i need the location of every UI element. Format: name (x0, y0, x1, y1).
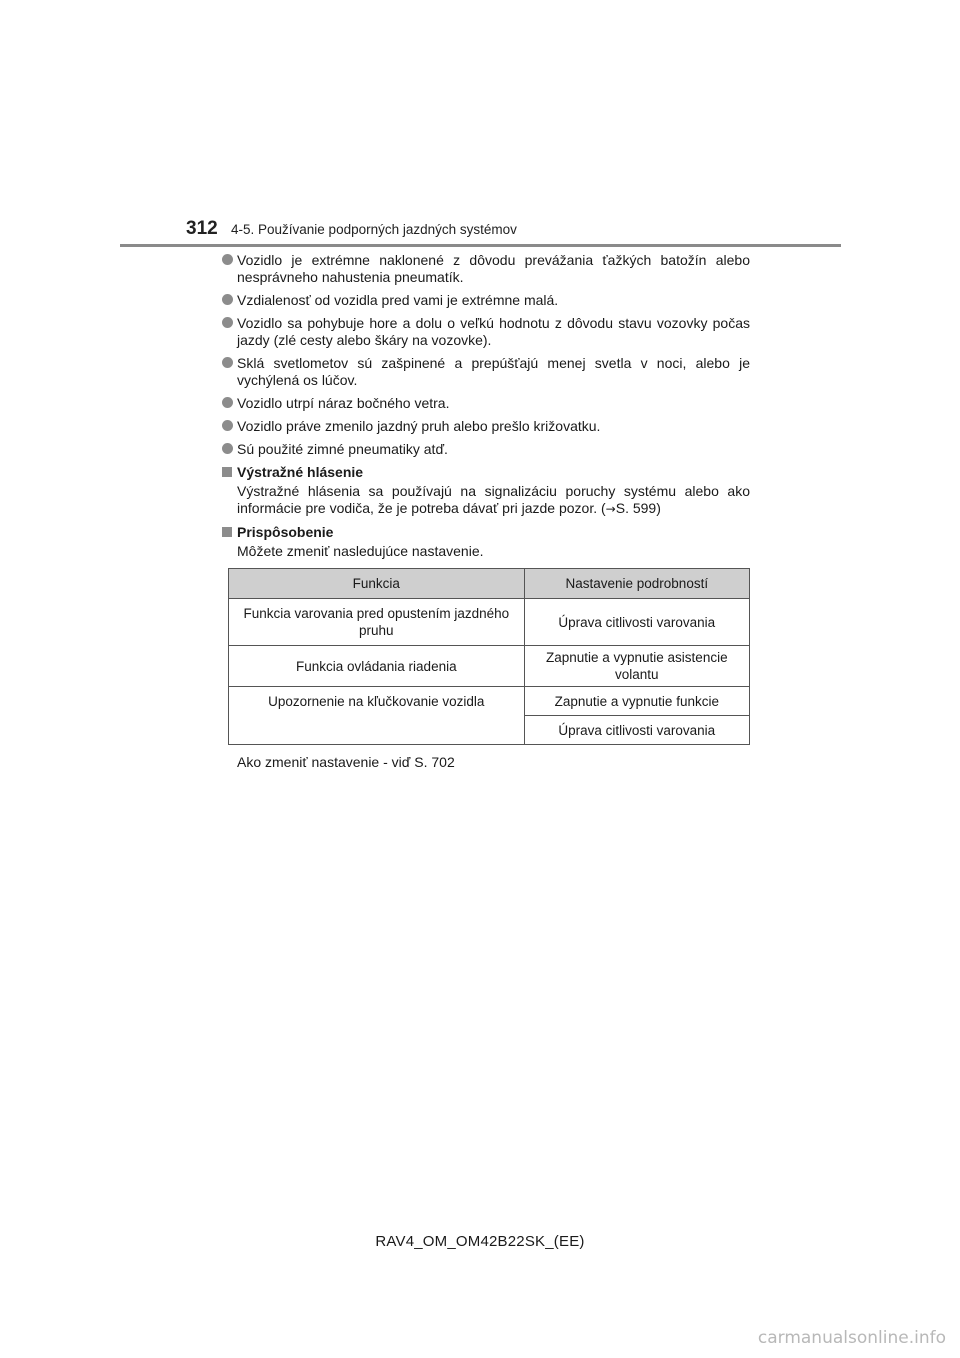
list-item: Vozidlo práve zmenilo jazdný pruh alebo prešlo križovatku. (222, 418, 750, 435)
customization-heading: Prispôsobenie (222, 524, 750, 541)
list-item: Sú použité zimné pneumatiky atď. (222, 441, 750, 458)
bullet-icon (222, 420, 233, 431)
setting-cell: Úprava citlivosti varovania (524, 716, 749, 745)
list-item: Vozidlo sa pohybuje hore a dolu o veľkú hodnotu z dôvodu stavu vozovky počas jazdy (zlé cesty alebo škáry na vozovke). (222, 315, 750, 349)
section-title: 4-5. Používanie podporných jazdných systémov (231, 222, 517, 237)
warning-text: Výstražné hlásenia sa používajú na signalizáciu poruchy systému alebo ako informácie pre vodiča, že je potreba dávať pri jazde pozor. (→S. 599) (237, 483, 750, 516)
column-header-settings: Nastavenie podrobností (524, 569, 749, 599)
arrow-icon: → (605, 502, 616, 516)
function-cell: Funkcia ovládania riadenia (229, 646, 525, 687)
watermark: carmanualsonline.info (757, 1328, 946, 1348)
bullet-icon (222, 443, 233, 454)
bullet-icon (222, 397, 233, 408)
document-code: RAV4_OM_OM42B22SK_(EE) (375, 1233, 585, 1250)
table-row (229, 687, 750, 716)
square-bullet-icon (222, 467, 232, 477)
customization-intro: Môžete zmeniť nasledujúce nastavenie. (237, 543, 484, 559)
settings-table (228, 568, 750, 745)
warning-heading: Výstražné hlásenie (222, 464, 750, 481)
function-cell: Upozornenie na kľučkovanie vozidla (229, 687, 525, 745)
bullet-icon (222, 254, 233, 265)
table-header-row (229, 569, 750, 599)
header-divider (120, 244, 841, 247)
list-item: Vozidlo utrpí náraz bočného vetra. (222, 395, 750, 412)
bullet-icon (222, 317, 233, 328)
setting-cell: Zapnutie a vypnutie asistencie volantu (524, 646, 749, 687)
settings-note: Ako zmeniť nastavenie - viď S. 702 (237, 754, 455, 770)
column-header-function: Funkcia (229, 569, 525, 599)
page-reference[interactable]: S. 599) (615, 500, 661, 516)
setting-cell: Zapnutie a vypnutie funkcie (524, 687, 749, 716)
function-cell: Funkcia varovania pred opustením jazdného pruhu (229, 599, 525, 646)
page-number: 312 (186, 218, 218, 239)
list-item: Vzdialenosť od vozidla pred vami je extrémne malá. (222, 292, 750, 309)
table-row (229, 646, 750, 687)
list-item: Vozidlo je extrémne naklonené z dôvodu prevážania ťažkých batožín alebo nesprávneho nahustenia pneumatík. (222, 252, 750, 286)
setting-cell: Úprava citlivosti varovania (524, 599, 749, 646)
bullet-icon (222, 294, 233, 305)
square-bullet-icon (222, 527, 232, 537)
table-row (229, 599, 750, 646)
page-content (222, 252, 750, 777)
list-item: Sklá svetlometov sú zašpinené a prepúšťajú menej svetla v noci, alebo je vychýlená os lúčov. (222, 355, 750, 389)
bullet-icon (222, 357, 233, 368)
